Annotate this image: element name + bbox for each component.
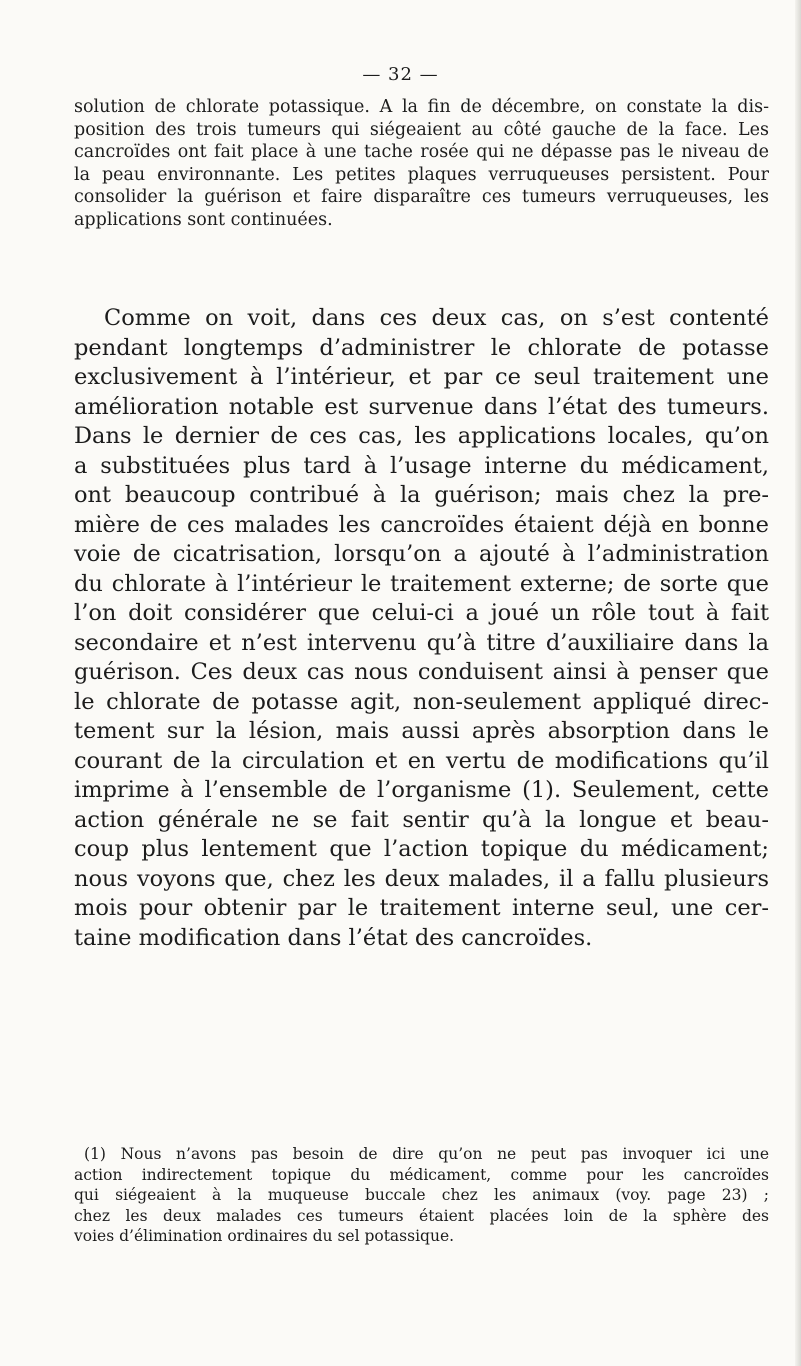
footnote-line: voies d’élimination ordinaires du sel potassique. [74, 1227, 455, 1245]
text-line: mois pour obtenir par le traitement interne seul, une cer- [74, 895, 769, 921]
text-line: guérison. Ces deux cas nous conduisent ainsi à penser que [74, 659, 769, 685]
text-line: le chlorate de potasse agit, non-seulement appliqué direc- [74, 688, 769, 715]
text-line: position des trois tumeurs qui siégeaient au côté gauche de la face. Les [74, 119, 769, 140]
text-line: la peau environnante. Les petites plaques verruqueuses persistent. Pour [74, 164, 769, 185]
footnote-line: (1) Nous n’avons pas besoin de dire qu’on ne peut pas invoquer ici une [84, 1145, 769, 1163]
footnote-line: action indirectement topique du médicament, comme pour les cancroïdes [74, 1165, 769, 1184]
footnote-line: qui siégeaient à la muqueuse buccale chez les animaux (voy. page 23) ; [74, 1186, 769, 1204]
text-line: taine modification dans l’état des cancroïdes. [74, 924, 593, 951]
text-line: voie de cicatrisation, lorsqu’on a ajouté à l’administration [74, 541, 769, 567]
text-line: a substituées plus tard à l’usage interne du médicament, [74, 452, 769, 479]
text-line: imprime à l’ensemble de l’organisme (1). Seulement, cette [74, 777, 769, 803]
text-line: Comme on voit, dans ces deux cas, on s’est contenté [104, 305, 769, 331]
text-line: courant de la circulation et en vertu de modifications qu’il [74, 747, 769, 774]
text-line: consolider la guérison et faire disparaître ces tumeurs verruqueuses, les [74, 187, 769, 207]
text-line: mière de ces malades les cancroïdes étaient déjà en bonne [74, 511, 769, 538]
paragraph-2 [74, 304, 769, 953]
text-line: secondaire et n’est intervenu qu’à titre d’auxiliaire dans la [74, 629, 769, 656]
text-line: exclusivement à l’intérieur, et par ce seul traitement une [74, 364, 769, 390]
text-line: amélioration notable est survenue dans l’état des tumeurs. [74, 393, 769, 420]
text-line: coup plus lentement que l’action topique du médicament; [74, 836, 769, 862]
text-line: solution de chlorate potassique. A la fin de décembre, on constate la dis- [74, 97, 769, 117]
text-line: action générale ne se fait sentir qu’à la longue et beau- [74, 806, 769, 833]
text-line: pendant longtemps d’administrer le chlorate de potasse [74, 334, 769, 361]
text-line: tement sur la lésion, mais aussi après absorption dans le [74, 718, 769, 744]
text-line: applications sont continuées. [74, 209, 333, 230]
text-line: l’on doit considérer que celui-ci a joué un rôle tout à fait [74, 600, 769, 626]
page-edge-shadow [795, 0, 801, 1366]
text-line: Dans le dernier de ces cas, les applications locales, qu’on [74, 423, 769, 449]
text-line: nous voyons que, chez les deux malades, il a fallu plusieurs [74, 865, 769, 892]
text-line: du chlorate à l’intérieur le traitement externe; de sorte que [74, 570, 769, 597]
text-line: cancroïdes ont fait place à une tache rosée qui ne dépasse pas le niveau de [74, 142, 769, 162]
footnote-line: chez les deux malades ces tumeurs étaient placées loin de la sphère des [74, 1206, 769, 1225]
paragraph-1 [74, 96, 769, 231]
text-line: ont beaucoup contribué à la guérison; mais chez la pre- [74, 482, 769, 508]
page-number: — 32 — [362, 64, 439, 85]
footnote [74, 1144, 769, 1247]
